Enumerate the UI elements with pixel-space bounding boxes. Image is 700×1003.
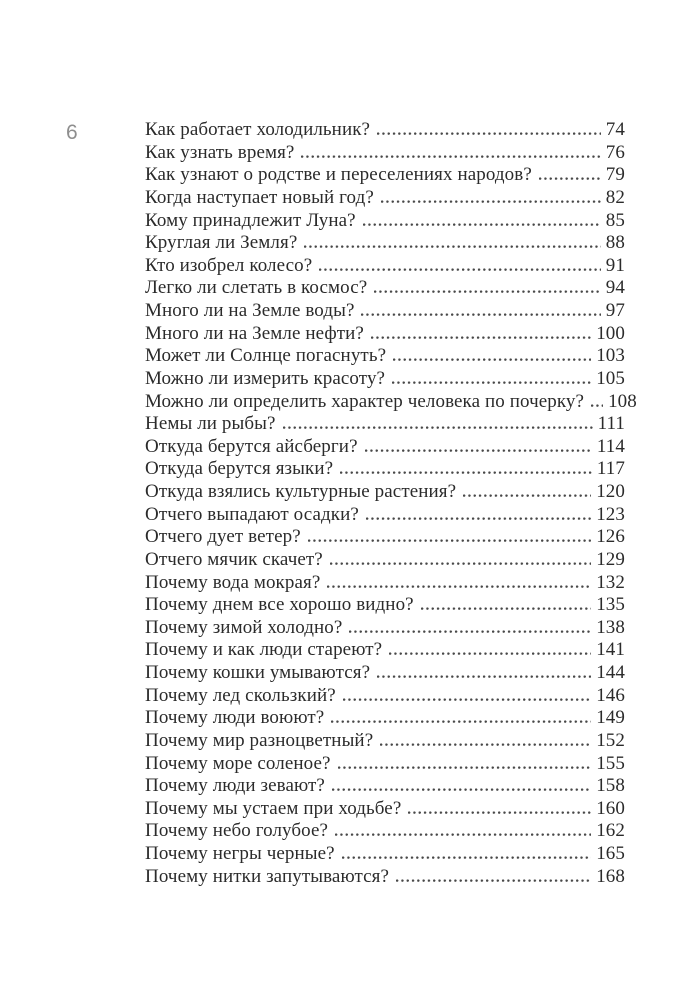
toc-entry-title: Может ли Солнце погаснуть? [145, 345, 387, 367]
toc-entry-title: Когда наступает новый год? [145, 186, 374, 208]
toc-entry-page: 108 [608, 390, 637, 412]
toc-entry [145, 594, 625, 617]
toc-entry-title: Почему небо голубое? [145, 820, 329, 842]
dot-leader [377, 131, 601, 135]
toc-entry-title: Много ли на Земле воды? [145, 300, 355, 321]
toc-entry [145, 413, 625, 436]
toc-entry-page: 158 [596, 775, 625, 797]
toc-entry-page: 152 [596, 729, 625, 751]
toc-entry-title: Кому принадлежит Луна? [145, 209, 356, 231]
dot-leader [349, 629, 591, 633]
dot-leader [380, 742, 591, 746]
dot-leader [396, 878, 591, 882]
toc-entry-title: Почему вода мокрая? [145, 571, 321, 593]
toc-entry-page: 105 [596, 367, 625, 389]
dot-leader [327, 584, 591, 588]
toc-entry-title: Почему кошки умываются? [145, 662, 371, 683]
toc-entry [145, 458, 625, 481]
dot-leader [392, 380, 591, 384]
toc-entry [145, 368, 625, 391]
toc-entry [145, 662, 625, 685]
toc-entry [145, 119, 625, 142]
dot-leader [463, 493, 591, 497]
toc-entry-title: Можно ли определить характер человека по почерку? [145, 390, 585, 412]
toc-entry-page: 94 [605, 277, 625, 299]
dot-leader [342, 855, 591, 859]
toc-entry [145, 617, 625, 640]
dot-leader [343, 697, 591, 701]
toc-entry-page: 111 [597, 413, 625, 435]
toc-entry [145, 685, 625, 708]
toc-entry-page: 135 [596, 594, 625, 616]
toc-entry-page: 117 [596, 458, 625, 480]
toc-entry [145, 504, 625, 527]
dot-leader [332, 787, 591, 791]
toc-entry [145, 753, 625, 776]
toc-entry-title: Как узнать время? [145, 141, 295, 163]
toc-entry-title: Немы ли рыбы? [145, 413, 276, 435]
dot-leader [340, 470, 592, 474]
dot-leader [363, 222, 601, 226]
toc-entry-title: Почему негры черные? [145, 843, 335, 864]
toc-entry [145, 775, 625, 798]
toc-entry [145, 866, 625, 889]
toc-entry [145, 255, 625, 278]
dot-leader [539, 176, 601, 180]
toc-entry-title: Как узнают о родстве и переселениях народов? [145, 164, 532, 186]
toc-entry [145, 232, 625, 255]
toc-entry-page: 100 [596, 322, 625, 344]
toc-entry-page: 123 [596, 503, 625, 525]
dot-leader [319, 267, 600, 271]
toc-entry [145, 572, 625, 595]
toc-entry-page: 74 [605, 119, 625, 140]
toc-entry-page: 165 [596, 843, 625, 864]
toc-entry [145, 526, 625, 549]
toc-entry-page: 162 [596, 820, 625, 842]
dot-leader [377, 674, 591, 678]
toc-entry-title: Можно ли измерить красоту? [145, 367, 386, 389]
dot-leader [389, 651, 591, 655]
dot-leader [371, 335, 591, 339]
toc-entry-title: Откуда берутся айсберги? [145, 435, 358, 457]
dot-leader [301, 154, 600, 158]
toc-entry-title: Почему люди зевают? [145, 775, 325, 797]
toc-entry-title: Почему мир разноцветный? [145, 729, 374, 751]
toc-entry-page: 82 [605, 186, 625, 208]
toc-entry-title: Почему днем все хорошо видно? [145, 594, 414, 616]
toc-entry [145, 436, 625, 459]
toc-entry [145, 820, 625, 843]
toc-entry-page: 97 [605, 300, 625, 321]
toc-entry-page: 91 [605, 254, 625, 276]
toc-entry-title: Почему море соленое? [145, 752, 331, 774]
toc-entry-title: Отчего мячик скачет? [145, 548, 323, 570]
toc-entry-title: Почему нитки запутываются? [145, 865, 390, 887]
toc-entry-page: 126 [596, 526, 625, 548]
dot-leader [366, 516, 591, 520]
dot-leader [338, 765, 592, 769]
toc-entry-page: 88 [605, 232, 625, 254]
dot-leader [421, 606, 591, 610]
dot-leader [335, 832, 591, 836]
toc-entry [145, 707, 625, 730]
table-of-contents [145, 119, 637, 888]
dot-leader [393, 357, 591, 361]
dot-leader [331, 719, 591, 723]
toc-entry [145, 300, 625, 323]
toc-entry-title: Откуда взялись культурные растения? [145, 481, 457, 502]
toc-entry [145, 142, 625, 165]
dot-leader [408, 810, 591, 814]
page-number-folio: 6 [66, 121, 78, 144]
toc-entry [145, 323, 625, 346]
toc-entry-page: 155 [596, 752, 625, 774]
toc-entry-page: 132 [596, 571, 625, 593]
dot-leader [304, 244, 600, 248]
toc-entry-title: Как работает холодильник? [145, 119, 371, 140]
dot-leader [283, 425, 593, 429]
toc-entry [145, 277, 625, 300]
toc-entry [145, 481, 625, 504]
toc-entry-page: 129 [596, 548, 625, 570]
toc-entry-page: 79 [605, 164, 625, 186]
toc-entry [145, 390, 637, 414]
dot-leader [361, 312, 600, 316]
toc-entry-page: 141 [596, 639, 625, 661]
toc-entry-page: 120 [596, 481, 625, 502]
dot-leader [381, 199, 601, 203]
toc-entry [145, 210, 625, 233]
toc-entry-page: 146 [596, 684, 625, 706]
toc-entry-page: 85 [605, 209, 625, 231]
toc-entry-title: Почему и как люди стареют? [145, 639, 383, 661]
toc-entry-title: Кто изобрел колесо? [145, 254, 313, 276]
toc-entry-title: Почему мы устаем при ходьбе? [145, 797, 402, 819]
toc-entry-page: 114 [596, 435, 625, 457]
toc-entry-page: 168 [596, 865, 625, 887]
dot-leader [365, 448, 592, 452]
toc-entry-title: Отчего дует ветер? [145, 526, 301, 548]
toc-entry [145, 549, 625, 572]
dot-leader [591, 403, 603, 407]
toc-entry [145, 187, 625, 210]
toc-entry-page: 149 [596, 707, 625, 729]
toc-entry [145, 639, 625, 662]
toc-entry [145, 798, 625, 821]
dot-leader [308, 538, 591, 542]
toc-entry-title: Много ли на Земле нефти? [145, 322, 364, 344]
toc-entry-title: Легко ли слетать в космос? [145, 277, 368, 299]
dot-leader [374, 289, 601, 293]
toc-entry-page: 103 [596, 345, 625, 367]
toc-entry-title: Отчего выпадают осадки? [145, 503, 359, 525]
toc-entry [145, 345, 625, 368]
toc-entry-page: 76 [605, 141, 625, 163]
toc-entry [145, 164, 625, 187]
toc-entry [145, 843, 625, 866]
toc-entry-title: Круглая ли Земля? [145, 232, 298, 254]
toc-entry [145, 730, 625, 753]
toc-entry-page: 144 [596, 662, 625, 683]
toc-entry-page: 160 [596, 797, 625, 819]
toc-entry-title: Почему люди воюют? [145, 707, 325, 729]
toc-entry-title: Почему лед скользкий? [145, 684, 336, 706]
toc-entry-page: 138 [596, 616, 625, 638]
dot-leader [330, 561, 591, 565]
toc-entry-title: Почему зимой холодно? [145, 616, 343, 638]
toc-entry-title: Откуда берутся языки? [145, 458, 334, 480]
